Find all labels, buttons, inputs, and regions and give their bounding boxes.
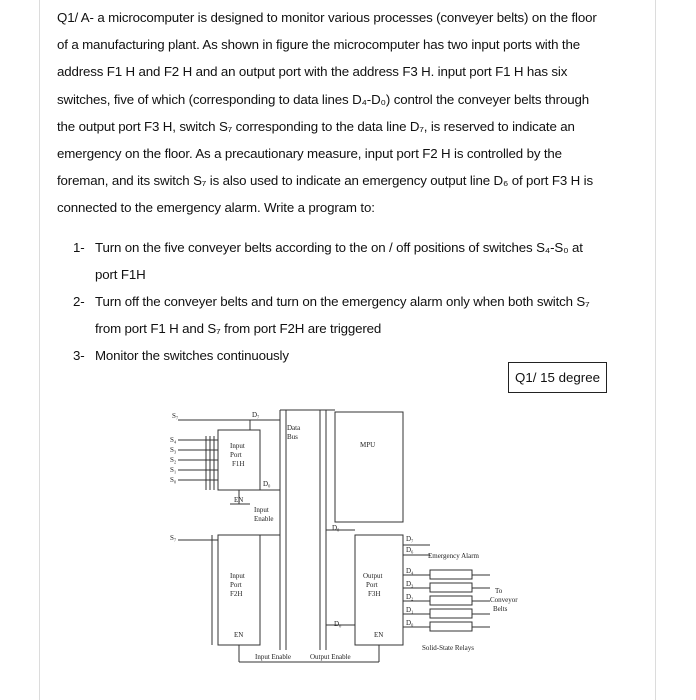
d0-label: D₀	[334, 620, 342, 628]
en-label: EN	[374, 631, 384, 639]
en-label: EN	[234, 631, 244, 639]
mpu-box	[335, 412, 403, 522]
circuit-diagram	[150, 400, 530, 670]
data-bus-label: Bus	[287, 433, 298, 441]
relay	[430, 570, 472, 579]
task-2	[73, 288, 633, 315]
question-line: foreman, and its switch S₇ is also used to indicate an emergency output line D₆ of port F3 H is	[57, 173, 593, 189]
switch-label: S₃	[170, 446, 177, 454]
belts-label: To	[495, 587, 503, 595]
input-port-f1-label: Input	[230, 442, 245, 450]
en-label: EN	[234, 496, 244, 504]
output-enable-bottom: Output Enable	[310, 653, 351, 661]
task-text: Monitor the switches continuously	[95, 348, 289, 363]
d0-label: D₀	[263, 480, 271, 488]
task-number: 3-	[73, 348, 85, 363]
task-text: Turn on the five conveyer belts according to the on / off positions of switches S₄-S₀ at	[95, 240, 583, 255]
question-line: emergency on the floor. As a precautionary measure, input port F2 H is controlled by the	[57, 145, 562, 161]
input-port-f1-label: F1H	[232, 460, 245, 468]
task-number: 2-	[73, 294, 85, 309]
question-line: connected to the emergency alarm. Write a program to:	[57, 200, 375, 216]
question-text	[57, 4, 647, 222]
task-1	[73, 234, 633, 261]
output-line-label: D₀	[406, 619, 414, 627]
belts-label: Belts	[493, 605, 508, 613]
d0-label: D₀	[332, 524, 340, 532]
mpu-label: MPU	[360, 441, 376, 449]
output-port-label: Port	[366, 581, 378, 589]
switch-label: S₇	[172, 412, 179, 420]
d7-out-label: D₇	[406, 535, 414, 543]
output-line-label: D₁	[406, 606, 414, 614]
input-port-f2-label: Input	[230, 572, 245, 580]
input-enable-label: Input	[254, 506, 269, 514]
task-text: Turn off the conveyer belts and turn on the emergency alarm only when both switch S₇	[95, 294, 590, 309]
relay	[430, 583, 472, 592]
input-port-f2-label: Port	[230, 581, 242, 589]
question-line: address F1 H and F2 H and an output port with the address F3 H. input port F1 H has six	[57, 64, 568, 80]
emergency-alarm-label: Emergency Alarm	[428, 552, 479, 560]
output-line-label: D₄	[406, 567, 414, 575]
task-text: port F1H	[95, 267, 146, 282]
task-list	[73, 234, 633, 369]
grade-box: Q1/ 15 degree	[508, 362, 607, 393]
switch-label: S₀	[170, 476, 177, 484]
belts-label: Conveyor	[490, 596, 518, 604]
output-line-label: D₃	[406, 580, 414, 588]
input-port-f1-label: Port	[230, 451, 242, 459]
task-text: from port F1 H and S₇ from port F2H are triggered	[95, 321, 382, 336]
input-enable-label: Enable	[254, 515, 274, 523]
relay	[430, 622, 472, 631]
output-line-label: D₂	[406, 593, 414, 601]
input-enable-bottom: Input Enable	[255, 653, 291, 661]
input-port-f2-label: F2H	[230, 590, 243, 598]
relay	[430, 609, 472, 618]
switch-f2-label: S₇	[170, 534, 177, 542]
task-number: 1-	[73, 240, 85, 255]
data-bus-label: Data	[287, 424, 301, 432]
relays-label: Solid-State Relays	[422, 644, 474, 652]
question-line: of a manufacturing plant. As shown in figure the microcomputer has two input ports with the	[57, 37, 580, 53]
question-line: switches, five of which (corresponding to data lines D₄-D₀) control the conveyer belts through	[57, 91, 589, 107]
d6-out-label: D₆	[406, 546, 414, 554]
d7-label: D₇	[252, 411, 260, 419]
output-port-label: Output	[363, 572, 383, 580]
output-port-label: F3H	[368, 590, 381, 598]
question-line: the output port F3 H, switch S₇ corresponding to the data line D₇, is reserved to indicate an	[57, 118, 575, 134]
switch-label: S₁	[170, 466, 177, 474]
switch-label: S₄	[170, 436, 177, 444]
question-line: Q1/ A- a microcomputer is designed to monitor various processes (conveyer belts) on the floor	[57, 10, 597, 25]
relay	[430, 596, 472, 605]
switch-label: S₂	[170, 456, 177, 464]
